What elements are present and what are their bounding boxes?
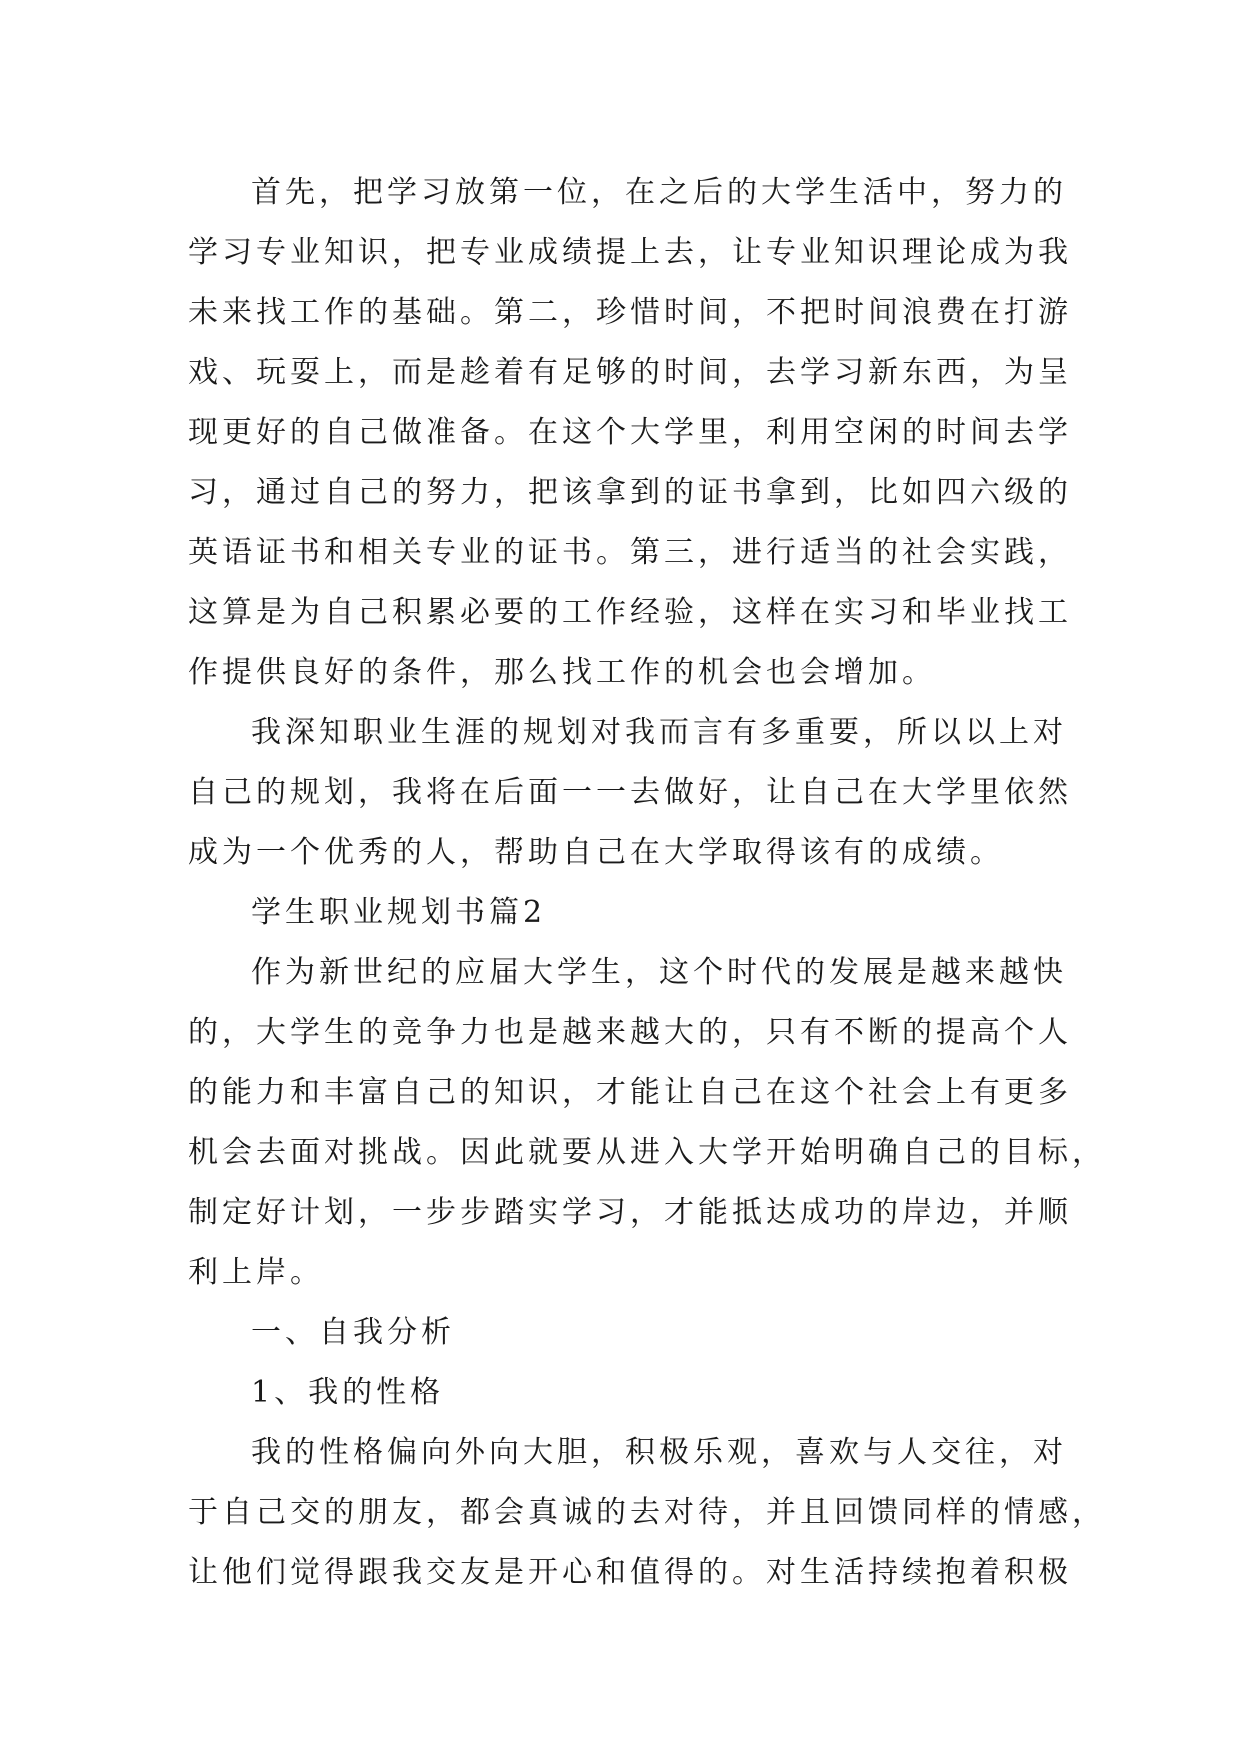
paragraph-study-plan xyxy=(188,163,1072,703)
text-line: 习，通过自己的努力，把该拿到的证书拿到，比如四六级的 xyxy=(188,475,1072,510)
text-line: 机会去面对挑战。因此就要从进入大学开始明确自己的目标， xyxy=(188,1135,1106,1170)
text-line: 自己的规划，我将在后面一一去做好，让自己在大学里依然 xyxy=(188,775,1072,810)
section-title: 学生职业规划书篇2 xyxy=(251,895,547,930)
text-line: 戏、玩耍上，而是趁着有足够的时间，去学习新东西，为呈 xyxy=(188,355,1072,390)
paragraph-conclusion xyxy=(188,703,1072,883)
heading-self-analysis: 一、自我分析 xyxy=(251,1315,455,1350)
text-line: 学习专业知识，把专业成绩提上去，让专业知识理论成为我 xyxy=(188,235,1072,270)
text-line: 成为一个优秀的人，帮助自己在大学取得该有的成绩。 xyxy=(188,835,1004,870)
text-line: 利上岸。 xyxy=(188,1255,324,1290)
text-line: 的能力和丰富自己的知识，才能让自己在这个社会上有更多 xyxy=(188,1075,1072,1110)
heading-personality: 1、我的性格 xyxy=(251,1375,445,1410)
text-line: 制定好计划，一步步踏实学习，才能抵达成功的岸边，并顺 xyxy=(188,1195,1072,1230)
text-line: 我深知职业生涯的规划对我而言有多重要，所以以上对 xyxy=(251,715,1067,750)
text-line: 这算是为自己积累必要的工作经验，这样在实习和毕业找工 xyxy=(188,595,1072,630)
text-line: 作提供良好的条件，那么找工作的机会也会增加。 xyxy=(188,655,936,690)
text-line: 现更好的自己做准备。在这个大学里，利用空闲的时间去学 xyxy=(188,415,1072,450)
paragraph-personality xyxy=(188,1423,1106,1603)
text-line: 于自己交的朋友，都会真诚的去对待，并且回馈同样的情感， xyxy=(188,1495,1106,1530)
text-line: 未来找工作的基础。第二，珍惜时间，不把时间浪费在打游 xyxy=(188,295,1072,330)
text-line: 英语证书和相关专业的证书。第三，进行适当的社会实践， xyxy=(188,535,1072,570)
text-line: 作为新世纪的应届大学生，这个时代的发展是越来越快 xyxy=(251,955,1067,990)
text-line: 我的性格偏向外向大胆，积极乐观，喜欢与人交往，对 xyxy=(251,1435,1067,1470)
document-body xyxy=(188,163,1106,1603)
text-line: 的，大学生的竞争力也是越来越大的，只有不断的提高个人 xyxy=(188,1015,1072,1050)
text-line: 首先，把学习放第一位，在之后的大学生活中，努力的 xyxy=(251,175,1067,210)
paragraph-introduction xyxy=(188,943,1106,1303)
text-line: 让他们觉得跟我交友是开心和值得的。对生活持续抱着积极 xyxy=(188,1555,1072,1590)
